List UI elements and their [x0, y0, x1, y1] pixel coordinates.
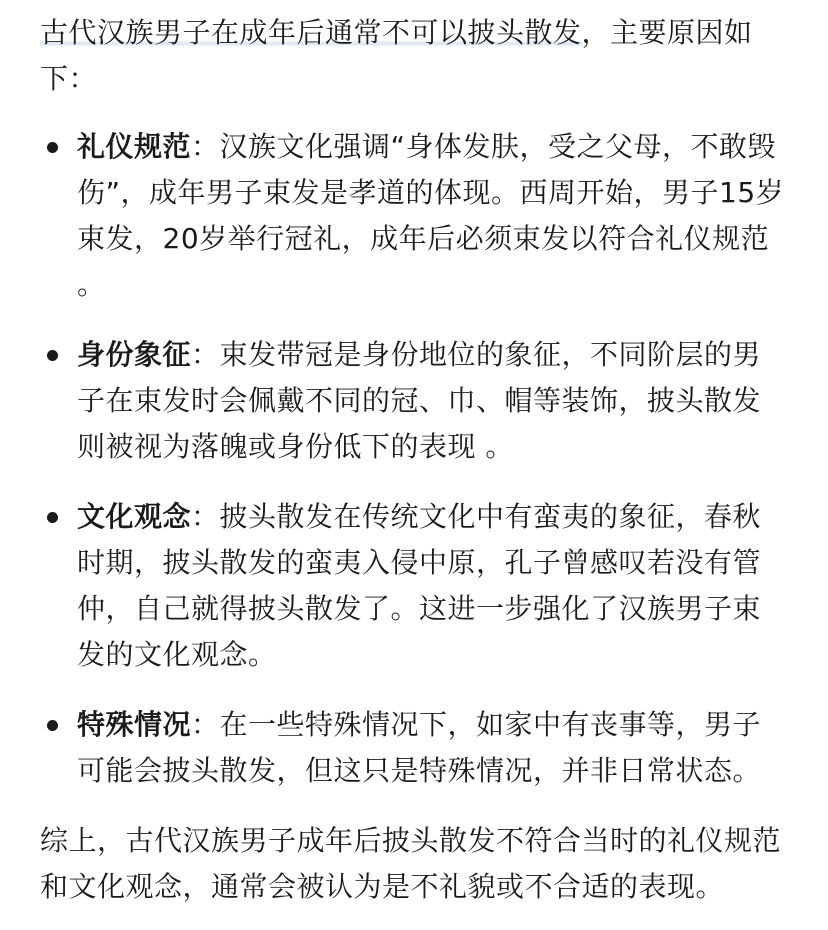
intro-rest-text: ，主要原因如下： [40, 16, 753, 95]
intro-paragraph [40, 10, 788, 102]
list-item [40, 124, 788, 308]
list-item [40, 702, 788, 794]
list-item [40, 494, 788, 678]
item-term: 身份象征 [77, 338, 192, 371]
bullet-icon [47, 142, 58, 153]
bullet-icon [47, 720, 58, 731]
highlighted-text[interactable]: 古代汉族男子在成年后通常不可以披头散发 [40, 16, 582, 49]
item-text: 在一些特殊情况下，如家中有丧事等，男子可能会披头散发，但这只是特殊情况，并非日常状态。 [77, 708, 762, 787]
item-term: 礼仪规范 [77, 130, 192, 163]
item-term: 特殊情况 [77, 708, 192, 741]
summary-paragraph: 综上，古代汉族男子成年后披头散发不符合当时的礼仪规范和文化观念，通常会被认为是不礼貌或不合适的表现。 [40, 824, 782, 903]
reasons-list [40, 124, 788, 794]
bullet-icon [47, 512, 58, 523]
bullet-icon [47, 350, 58, 361]
item-text: 束发带冠是身份地位的象征，不同阶层的男子在束发时会佩戴不同的冠、巾、帽等装饰，披头散发则被视为落魄或身份低下的表现 。 [77, 338, 762, 463]
item-text: 汉族文化强调“身体发肤，受之父母，不敢毁伤”，成年男子束发是孝道的体现。西周开始，男子15岁束发，20岁举行冠礼，成年后必须束发以符合礼仪规范 。 [77, 130, 785, 301]
item-separator: ： [191, 338, 220, 371]
list-item [40, 332, 788, 470]
item-separator: ： [191, 708, 220, 741]
item-separator: ： [191, 500, 220, 533]
item-text: 披头散发在传统文化中有蛮夷的象征，春秋时期，披头散发的蛮夷入侵中原，孔子曾感叹若没有管仲，自己就得披头散发了。这进一步强化了汉族男子束发的文化观念。 [77, 500, 762, 671]
item-separator: ： [191, 130, 220, 163]
item-term: 文化观念 [77, 500, 192, 533]
